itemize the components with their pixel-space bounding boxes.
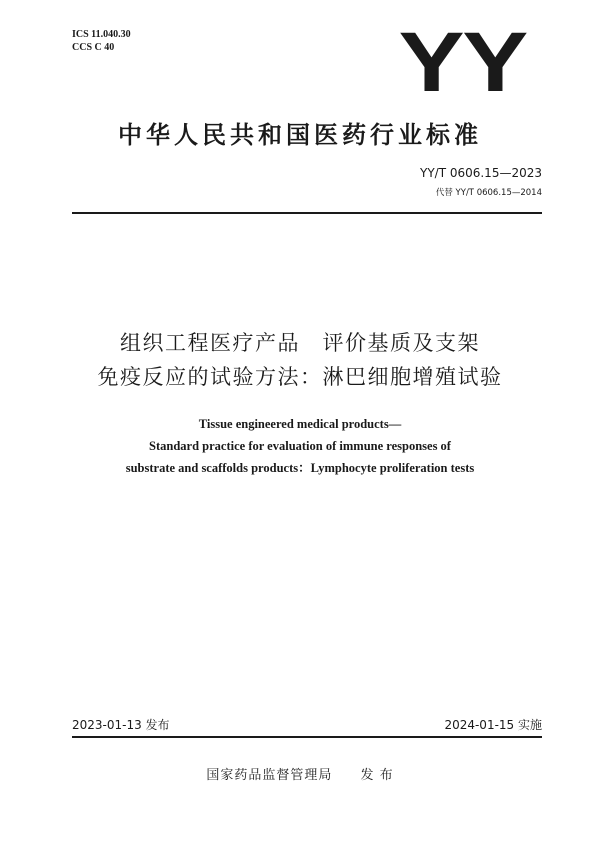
title-en-line: Tissue engineered medical products—: [198, 417, 402, 431]
issuer-action: 发 布: [360, 768, 394, 783]
title-zh-line: 免疫反应的试验方法：淋巴细胞增殖试验: [97, 365, 503, 389]
title-en-line: substrate and scaffolds products：Lymphocyte proliferation tests: [125, 461, 475, 475]
effective-date: 2024-01-15 实施: [444, 718, 542, 732]
issuer-line: [0, 764, 600, 783]
title-en-line: Standard practice for evaluation of immune responses of: [149, 439, 451, 453]
standard-mark-logo: YY: [398, 15, 526, 109]
classification-codes: [72, 28, 131, 54]
publish-date: 2023-01-13 发布: [72, 718, 170, 732]
issuer-name: 国家药品监督管理局: [206, 768, 333, 783]
top-divider: [72, 212, 542, 214]
document-title-zh: [0, 326, 600, 394]
bottom-divider: [72, 736, 542, 738]
document-title-en: [0, 413, 600, 479]
replaces-standard: 代替 YY/T 0606.15—2014: [435, 188, 542, 198]
title-zh-line: 组织工程医疗产品 评价基质及支架: [120, 331, 480, 355]
standard-category-title: 中华人民共和国医药行业标准: [118, 121, 482, 149]
standard-number: YY/T 0606.15—2023: [419, 166, 542, 180]
ccs-code: CCS C 40: [72, 42, 115, 53]
ics-code: ICS 11.040.30: [72, 29, 131, 40]
